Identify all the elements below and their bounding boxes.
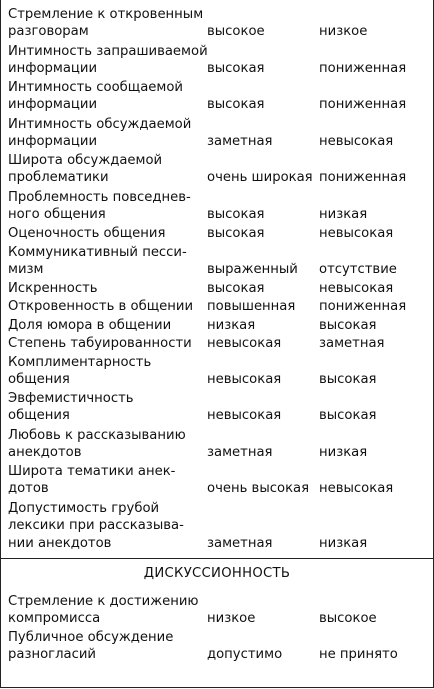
- value-col-1: очень широкая: [207, 170, 313, 186]
- value-col-2: пониженная: [319, 97, 407, 113]
- value-col-1: низкая: [207, 318, 256, 333]
- value-col-1: высокая: [207, 61, 265, 77]
- feature-line: Интимность обсуждаемой: [8, 117, 192, 132]
- feature-label: [8, 354, 206, 389]
- value-col-1: высокая: [207, 97, 265, 113]
- feature-label: [8, 629, 206, 664]
- value-col-1: высокая: [207, 207, 265, 223]
- value-col-2: пониженная: [319, 61, 407, 77]
- feature-line: Интимность сообщаемой: [8, 80, 183, 95]
- feature-line: Широта обсуждаемой: [8, 153, 163, 168]
- feature-line: Интимность запрашиваемой: [8, 44, 208, 59]
- feature-label: [8, 500, 206, 552]
- value-col-2: низкая: [319, 535, 368, 551]
- section-divider: [0, 558, 434, 559]
- value-col-2: пониженная: [319, 170, 407, 186]
- feature-line: Искренность: [8, 281, 98, 296]
- feature-line: Доля юмора в общении: [8, 318, 172, 333]
- feature-line: общения: [8, 408, 70, 424]
- value-col-2: пониженная: [319, 299, 407, 314]
- feature-line: Комплиментарность: [8, 355, 152, 370]
- feature-label: [8, 298, 206, 315]
- feature-label: [8, 244, 206, 279]
- value-col-1: выраженный: [207, 262, 298, 278]
- value-col-1: заметная: [207, 134, 273, 150]
- feature-line: ного общения: [8, 207, 106, 223]
- feature-line: Широта тематики анек-: [8, 464, 176, 479]
- value-col-1: невысокая: [207, 408, 282, 424]
- value-col-2: заметная: [319, 336, 385, 351]
- value-col-1: высокое: [207, 24, 265, 40]
- feature-line: информации: [8, 97, 98, 113]
- feature-line: общения: [8, 372, 70, 388]
- value-col-2: низкая: [319, 207, 368, 223]
- feature-label: [8, 593, 206, 628]
- value-col-2: высокое: [319, 611, 377, 627]
- feature-line: Допустимость грубой: [8, 501, 160, 516]
- feature-line: дотов: [8, 481, 49, 497]
- feature-line: мизм: [8, 262, 44, 278]
- value-col-1: низкое: [207, 611, 256, 627]
- feature-label: [8, 280, 206, 297]
- value-col-1: заметная: [207, 445, 273, 461]
- feature-line: Стремление к достижению: [8, 594, 199, 609]
- feature-label: [8, 79, 206, 114]
- value-col-1: невысокая: [207, 336, 282, 351]
- feature-line: нии анекдотов: [8, 535, 112, 551]
- value-col-2: низкое: [319, 24, 368, 40]
- value-col-2: отсутствие: [319, 262, 397, 278]
- feature-label: [8, 116, 206, 151]
- value-col-2: высокая: [319, 372, 377, 388]
- feature-label: [8, 317, 206, 334]
- value-col-2: высокая: [319, 318, 377, 333]
- section-title: ДИСКУССИОННОСТЬ: [143, 566, 291, 581]
- feature-label: [8, 463, 206, 498]
- feature-label: [8, 225, 206, 242]
- feature-line: лексики при рассказыва-: [8, 518, 184, 534]
- value-col-2: высокая: [319, 408, 377, 424]
- value-col-2: невысокая: [319, 481, 394, 497]
- feature-line: Любовь к рассказыванию: [8, 428, 186, 443]
- feature-label: [8, 427, 206, 462]
- feature-line: Публичное обсуждение: [8, 630, 174, 645]
- feature-line: Оценочность общения: [8, 226, 166, 241]
- feature-label: [8, 189, 206, 224]
- feature-line: компромисса: [8, 611, 101, 627]
- feature-line: информации: [8, 134, 98, 150]
- value-col-2: низкая: [319, 445, 368, 461]
- value-col-1: высокая: [207, 226, 265, 241]
- feature-line: Проблемность повседнев-: [8, 190, 191, 205]
- value-col-2: невысокая: [319, 281, 394, 296]
- value-col-1: заметная: [207, 535, 273, 551]
- feature-line: разногласий: [8, 647, 96, 663]
- feature-label: [8, 335, 206, 352]
- value-col-1: невысокая: [207, 372, 282, 388]
- feature-line: Степень табуированности: [8, 336, 192, 351]
- value-col-2: невысокая: [319, 134, 394, 150]
- feature-line: Стремление к откровенным: [8, 7, 204, 22]
- value-col-1: очень высокая: [207, 481, 310, 497]
- value-col-1: высокая: [207, 281, 265, 296]
- value-col-2: невысокая: [319, 226, 394, 241]
- feature-line: Коммуникативный песси-: [8, 245, 187, 260]
- feature-label: [8, 152, 206, 187]
- feature-line: проблематики: [8, 170, 109, 186]
- feature-line: Эвфемистичность: [8, 391, 134, 406]
- feature-label: [8, 6, 206, 41]
- feature-line: анекдотов: [8, 445, 82, 461]
- value-col-1: повышенная: [207, 299, 296, 314]
- feature-line: разговорам: [8, 24, 89, 40]
- value-col-2: не принято: [319, 647, 398, 663]
- feature-label: [8, 390, 206, 425]
- feature-line: Откровенность в общении: [8, 299, 194, 314]
- value-col-1: допустимо: [207, 647, 283, 663]
- feature-line: информации: [8, 61, 98, 77]
- feature-label: [8, 43, 206, 78]
